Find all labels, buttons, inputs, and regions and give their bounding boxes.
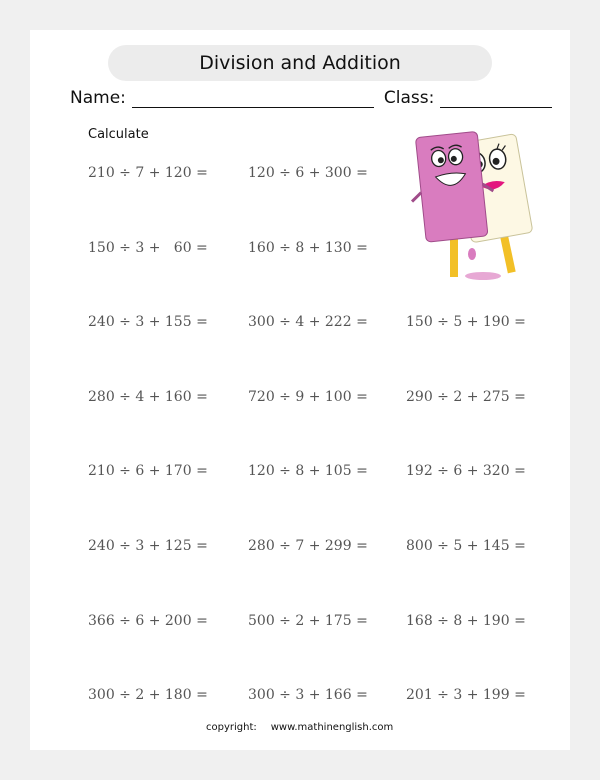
problem-r2-c1: 150 ÷ 3 + 60 = [88, 240, 208, 256]
name-field[interactable] [132, 89, 374, 108]
class-field[interactable] [440, 89, 552, 108]
problem-r7-c1: 366 ÷ 6 + 200 = [88, 613, 208, 629]
title-banner [108, 45, 492, 81]
name-label: Name: [70, 88, 126, 108]
website-link[interactable]: www.mathinenglish.com [270, 722, 394, 733]
problem-r5-c3: 192 ÷ 6 + 320 = [406, 463, 526, 479]
problem-r5-c1: 210 ÷ 6 + 170 = [88, 463, 208, 479]
footer [206, 722, 393, 733]
copyright-label: copyright: [206, 722, 257, 733]
problem-r3-c1: 240 ÷ 3 + 155 = [88, 314, 208, 330]
problem-r7-c2: 500 ÷ 2 + 175 = [248, 613, 368, 629]
pink-stick [450, 235, 458, 277]
instruction: Calculate [88, 127, 149, 142]
problem-r4-c2: 720 ÷ 9 + 100 = [248, 389, 368, 405]
problem-r8-c1: 300 ÷ 2 + 180 = [88, 687, 208, 703]
problem-r6-c1: 240 ÷ 3 + 125 = [88, 538, 208, 554]
problem-r3-c2: 300 ÷ 4 + 222 = [248, 314, 368, 330]
problem-r6-c3: 800 ÷ 5 + 145 = [406, 538, 526, 554]
problem-r2-c2: 160 ÷ 8 + 130 = [248, 240, 368, 256]
problem-r7-c3: 168 ÷ 8 + 190 = [406, 613, 526, 629]
problem-r3-c3: 150 ÷ 5 + 190 = [406, 314, 526, 330]
worksheet [30, 30, 570, 750]
problem-r4-c3: 290 ÷ 2 + 275 = [406, 389, 526, 405]
drip [468, 248, 476, 260]
popsicles-illustration [385, 130, 565, 290]
problem-r4-c1: 280 ÷ 4 + 160 = [88, 389, 208, 405]
page-title: Division and Addition [199, 52, 401, 74]
puddle [465, 272, 501, 280]
class-label: Class: [383, 88, 435, 108]
problem-r8-c3: 201 ÷ 3 + 199 = [406, 687, 526, 703]
problem-r6-c2: 280 ÷ 7 + 299 = [248, 538, 368, 554]
problem-r1-c2: 120 ÷ 6 + 300 = [248, 165, 368, 181]
name-class-row [70, 88, 552, 108]
problem-r1-c1: 210 ÷ 7 + 120 = [88, 165, 208, 181]
problem-r5-c2: 120 ÷ 8 + 105 = [248, 463, 368, 479]
problem-r8-c2: 300 ÷ 3 + 166 = [248, 687, 368, 703]
